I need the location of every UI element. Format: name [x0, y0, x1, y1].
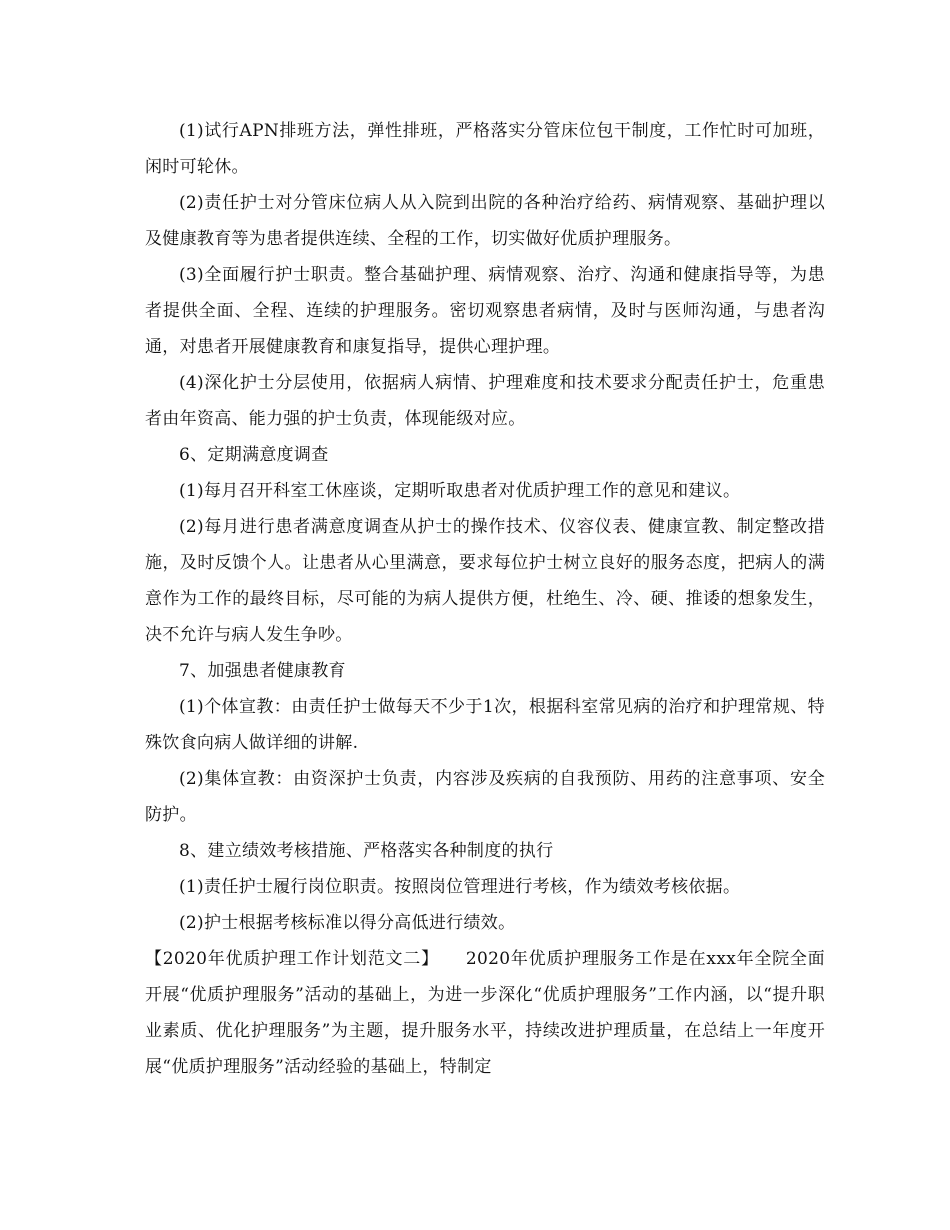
paragraph-6-2: (2)每月进行患者满意度调查从护士的操作技术、仪容仪表、健康宣教、制定整改措施，及时反馈个人。让患者从心里满意，要求每位护士树立良好的服务态度，把病人的满意作为工作的最终目标，尽可能的为病人提供方便，杜绝生、冷、硬、推诿的想象发生，决不允许与病人发生争吵。 [145, 517, 825, 645]
paragraph-3: (3)全面履行护士职责。整合基础护理、病情观察、治疗、沟通和健康指导等，为患者提供全面、全程、连续的护理服务。密切观察患者病情，及时与医师沟通，与患者沟通，对患者开展健康教育和康复指导，提供心理护理。 [145, 265, 825, 357]
sample-two-intro: 【2020年优质护理工作计划范文二】 2020年优质护理服务工作是在xxx年全院全面开展“优质护理服务”活动的基础上，为进一步深化“优质护理服务”工作内涵，以“提升职业素质、优化护理服务”为主题，提升服务水平，持续改进护理质量，在总结上一年度开展“优质护理服务”活动经验的基础上，特制定 [145, 949, 825, 1077]
paragraph-7-1: (1)个体宣教：由责任护士做每天不少于1次，根据科室常见病的治疗和护理常规、特殊饮食向病人做详细的讲解. [145, 697, 825, 753]
paragraph-6-1: (1)每月召开科室工休座谈，定期听取患者对优质护理工作的意见和建议。 [179, 481, 741, 501]
paragraph-8-2: (2)护士根据考核标准以得分高低进行绩效。 [179, 913, 516, 933]
section-heading-6: 6、定期满意度调查 [179, 445, 329, 465]
paragraph-7-2: (2)集体宣教：由资深护士负责，内容涉及疾病的自我预防、用药的注意事项、安全防护。 [145, 769, 825, 825]
paragraph-2: (2)责任护士对分管床位病人从入院到出院的各种治疗给药、病情观察、基础护理以及健康教育等为患者提供连续、全程的工作，切实做好优质护理服务。 [145, 193, 825, 249]
section-heading-8: 8、建立绩效考核措施、严格落实各种制度的执行 [179, 841, 554, 861]
paragraph-8-1: (1)责任护士履行岗位职责。按照岗位管理进行考核，作为绩效考核依据。 [179, 877, 741, 897]
section-heading-7: 7、加强患者健康教育 [179, 661, 346, 681]
document-body [145, 113, 825, 1085]
paragraph-1: (1)试行APN排班方法，弹性排班，严格落实分管床位包干制度，工作忙时可加班，闲时可轮休。 [145, 121, 825, 177]
paragraph-4: (4)深化护士分层使用，依据病人病情、护理难度和技术要求分配责任护士，危重患者由年资高、能力强的护士负责，体现能级对应。 [145, 373, 825, 429]
